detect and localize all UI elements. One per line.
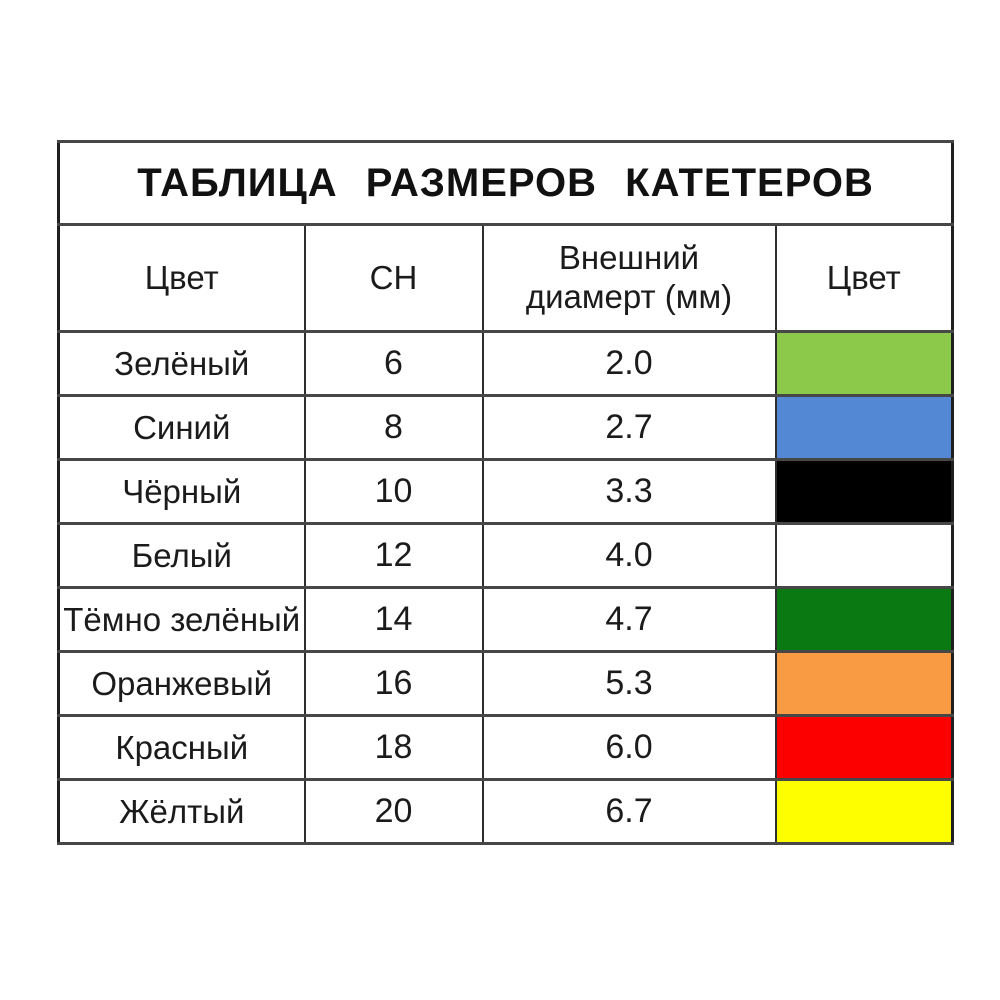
table-row-white [59, 524, 953, 588]
ch-cell: 10 [305, 460, 483, 524]
header-color-name: Цвет [59, 225, 305, 332]
ch-cell: 6 [305, 332, 483, 396]
table-row-blue [59, 396, 953, 460]
black-color-swatch [776, 460, 953, 524]
table-row-red [59, 716, 953, 780]
yellow-color-swatch [776, 780, 953, 844]
title-row [59, 142, 953, 225]
color-name-cell: Чёрный [59, 460, 305, 524]
color-name-cell: Тёмно зелёный [59, 588, 305, 652]
diameter-cell: 3.3 [483, 460, 776, 524]
header-row [59, 225, 953, 332]
header-outer-diameter [483, 225, 776, 332]
orange-color-swatch [776, 652, 953, 716]
color-name-cell: Белый [59, 524, 305, 588]
blue-color-swatch [776, 396, 953, 460]
green-color-swatch [776, 332, 953, 396]
diameter-cell: 2.0 [483, 332, 776, 396]
catheter-size-table [57, 140, 954, 845]
diameter-cell: 4.0 [483, 524, 776, 588]
ch-cell: 14 [305, 588, 483, 652]
ch-cell: 12 [305, 524, 483, 588]
table-row-black [59, 460, 953, 524]
color-name-cell: Жёлтый [59, 780, 305, 844]
diameter-cell: 6.7 [483, 780, 776, 844]
table-row-orange [59, 652, 953, 716]
ch-cell: 16 [305, 652, 483, 716]
ch-cell: 18 [305, 716, 483, 780]
color-name-cell: Зелёный [59, 332, 305, 396]
color-name-cell: Красный [59, 716, 305, 780]
diameter-cell: 5.3 [483, 652, 776, 716]
ch-cell: 8 [305, 396, 483, 460]
diameter-cell: 6.0 [483, 716, 776, 780]
ch-cell: 20 [305, 780, 483, 844]
diameter-cell: 4.7 [483, 588, 776, 652]
table-row-dark-green [59, 588, 953, 652]
white-color-swatch [776, 524, 953, 588]
dark-green-color-swatch [776, 588, 953, 652]
table-row-green [59, 332, 953, 396]
header-ch: CH [305, 225, 483, 332]
header-outer-diameter-line2: диамерт (мм) [525, 278, 733, 315]
color-name-cell: Синий [59, 396, 305, 460]
header-outer-diameter-line1: Внешний [558, 239, 700, 277]
color-name-cell: Оранжевый [59, 652, 305, 716]
table-row-yellow [59, 780, 953, 844]
header-color-swatch: Цвет [776, 225, 953, 332]
diameter-cell: 2.7 [483, 396, 776, 460]
red-color-swatch [776, 716, 953, 780]
table-title: ТАБЛИЦА РАЗМЕРОВ КАТЕТЕРОВ [59, 142, 953, 225]
